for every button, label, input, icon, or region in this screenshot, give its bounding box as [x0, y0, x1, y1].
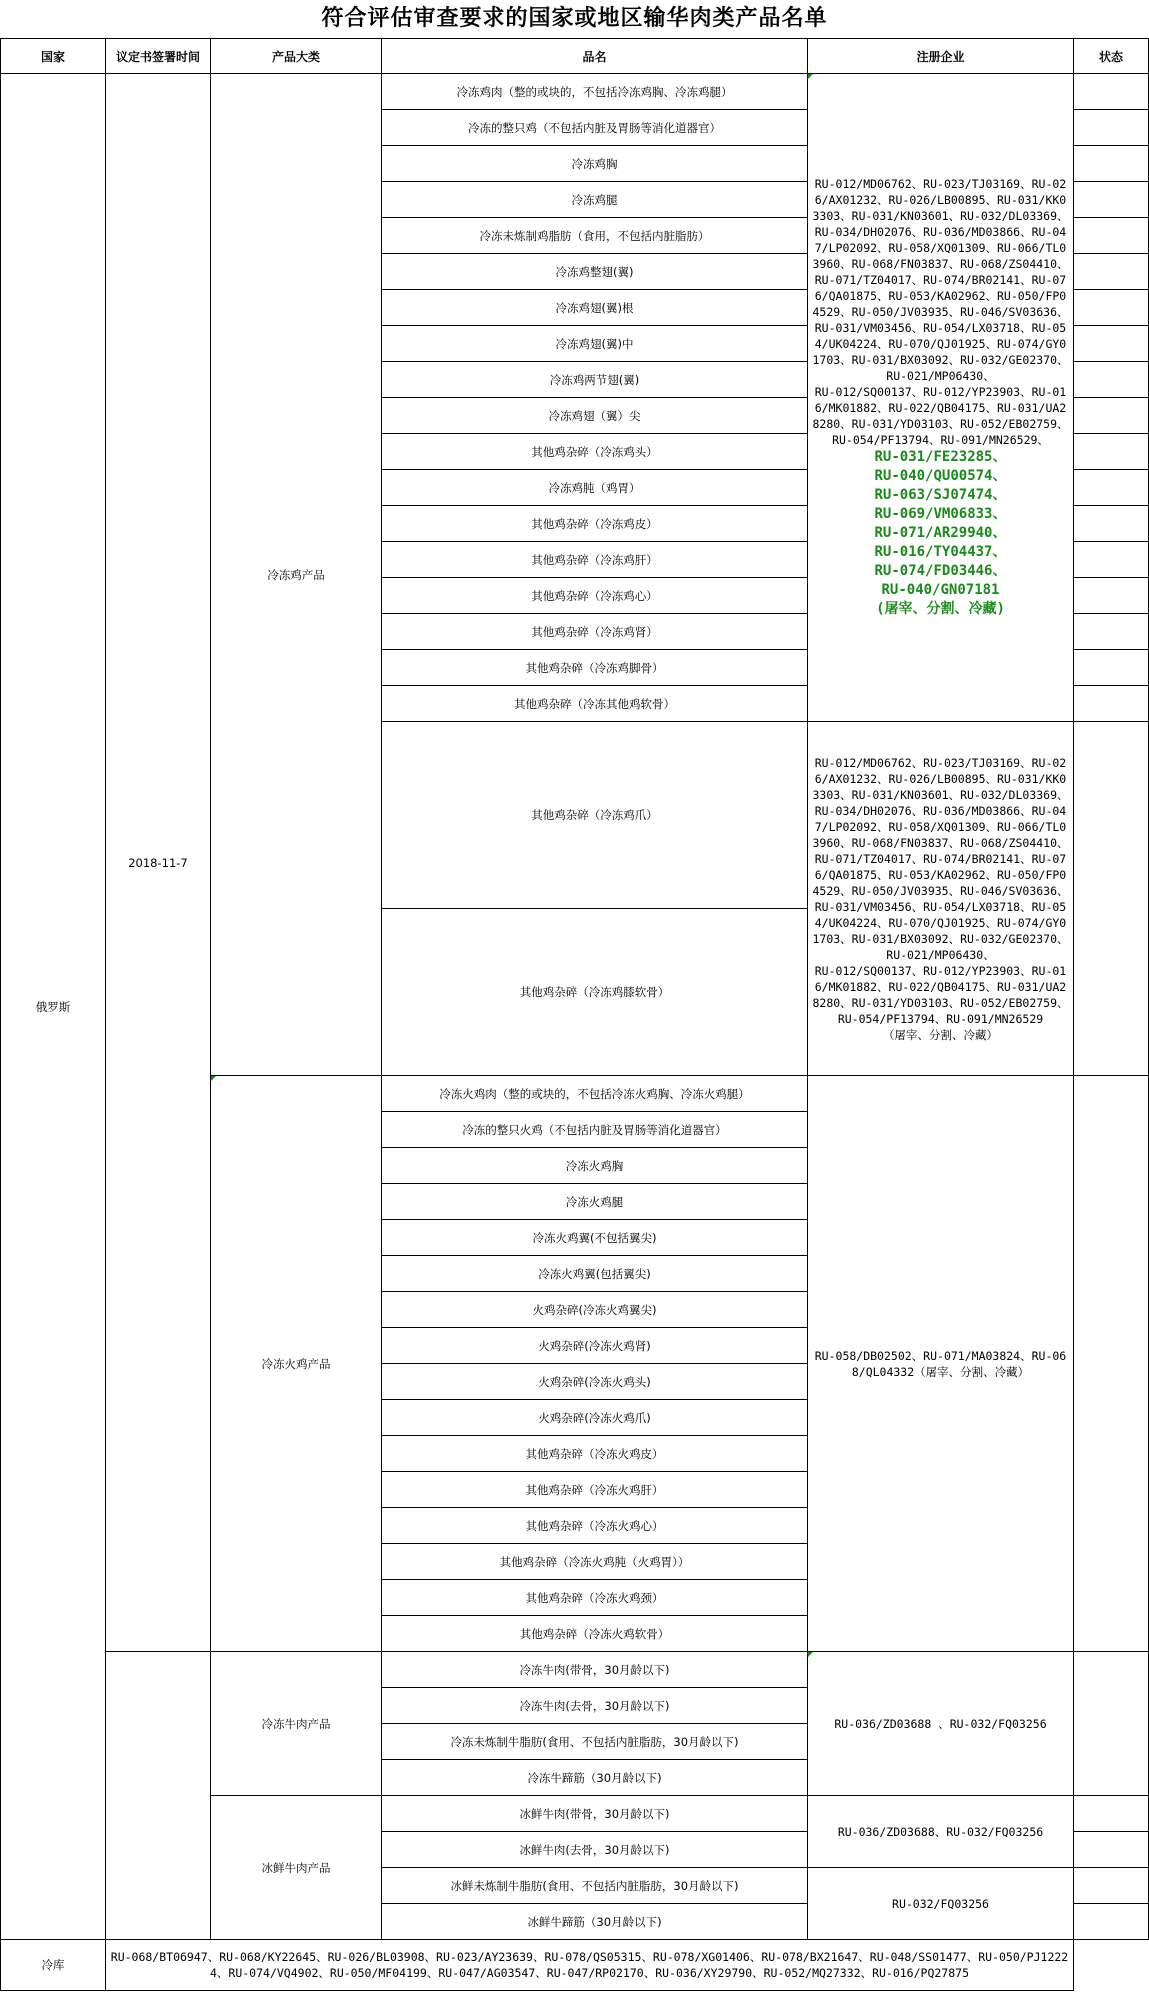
category-frozen-beef: 冷冻牛肉产品 — [211, 1652, 382, 1796]
status-cell — [1074, 1832, 1149, 1868]
status-cell — [1074, 362, 1149, 398]
product-name: 冷冻鸡腿 — [382, 182, 808, 218]
product-name: 冷冻的整只鸡（不包括内脏及胃肠等消化道器官） — [382, 110, 808, 146]
product-name: 冷冻火鸡腿 — [382, 1184, 808, 1220]
product-name: 冰鲜牛肉(去骨，30月龄以下) — [382, 1832, 808, 1868]
country-cell: 俄罗斯 — [1, 74, 106, 1940]
enterprise-text: RU-036/ZD03688、RU-032/FQ03256 — [837, 1824, 1044, 1839]
product-name: 冰鲜牛蹄筋（30月龄以下) — [382, 1904, 808, 1940]
product-name: 冷冻鸡翅(翼)根 — [382, 290, 808, 326]
product-name: 冷冻火鸡肉（整的或块的，不包括冷冻火鸡胸、冷冻火鸡腿） — [382, 1076, 808, 1112]
enterprise-turkey — [808, 1076, 1074, 1652]
enterprise-green-text: RU-040/GN07181 — [881, 582, 1000, 598]
product-name: 冷冻鸡翅（翼）尖 — [382, 398, 808, 434]
enterprise-green-text: RU-071/AR29940、 — [874, 525, 1007, 541]
status-cell — [1074, 686, 1149, 722]
date-cell-beef — [106, 1652, 211, 1940]
enterprise-text: RU-036/ZD03688 、RU-032/FQ03256 — [834, 1716, 1047, 1731]
status-cell — [1074, 218, 1149, 254]
product-name: 其他鸡杂碎（冷冻鸡肝） — [382, 542, 808, 578]
product-name: 其他鸡杂碎（冷冻火鸡肝） — [382, 1472, 808, 1508]
enterprise-green-text: RU-016/TY04437、 — [874, 544, 1007, 560]
enterprise-fresh-beef-a — [808, 1796, 1074, 1868]
status-cell — [1074, 1868, 1149, 1904]
header-category: 产品大类 — [211, 39, 382, 74]
enterprise-green-text: RU-069/VM06833、 — [874, 506, 1007, 522]
product-name: 其他鸡杂碎（冷冻鸡心） — [382, 578, 808, 614]
enterprise-chicken — [808, 74, 1074, 722]
date-cell: 2018-11-7 — [106, 74, 211, 1652]
product-name: 冷冻火鸡翼(包括翼尖) — [382, 1256, 808, 1292]
enterprise-text: RU-012/SQ00137、RU-012/YP23903、RU-016/MK01882、RU-022/QB04175、RU-031/UA28280、RU-031/YD03103、RU-052/EB02759、RU-054/PF13794、RU-091/MN26529 — [812, 963, 1069, 1026]
header-country: 国家 — [1, 39, 106, 74]
status-cell — [1074, 650, 1149, 686]
status-cell — [1074, 542, 1149, 578]
product-name: 其他鸡杂碎（冷冻火鸡软骨） — [382, 1616, 808, 1652]
product-name: 冷冻鸡整翅(翼) — [382, 254, 808, 290]
status-cell — [1074, 254, 1149, 290]
product-name: 冷冻鸡肫（鸡胃） — [382, 470, 808, 506]
status-cell — [1074, 326, 1149, 362]
category-fresh-beef: 冰鲜牛肉产品 — [211, 1796, 382, 1940]
product-name: 冰鲜未炼制牛脂肪(食用、不包括内脏脂肪，30月龄以下) — [382, 1868, 808, 1904]
enterprise-fresh-beef-b — [808, 1868, 1074, 1940]
table-row — [1, 1940, 1149, 1991]
enterprise-text: RU-012/MD06762、RU-023/TJ03169、RU-026/AX01232、RU-026/LB00895、RU-031/KK03303、RU-031/KN03601、RU-032/DL03369、RU-034/DH02076、RU-036/MD03866、RU-047/LP02092、RU-058/XQ01309、RU-066/TL03960、RU-068/FN03837、RU-068/ZS04410、RU-071/TZ04017、RU-074/BR02141、RU-076/QA01875、RU-053/KA02962、RU-050/FP04529、RU-050/JV03935、RU-046/SV03636、RU-031/VM03456、RU-054/LX03718、RU-054/UK04224、RU-070/QJ01925、RU-074/GY01703、RU-031/BX03092、RU-032/GE02370、RU-021/MP06430、 — [812, 177, 1069, 383]
status-cell — [1074, 1904, 1149, 1940]
product-name: 其他鸡杂碎（冷冻火鸡心） — [382, 1508, 808, 1544]
product-name: 其他鸡杂碎（冷冻鸡爪） — [382, 722, 808, 909]
enterprise-green-text: RU-040/QU00574、 — [874, 468, 1007, 484]
status-cell — [1074, 506, 1149, 542]
enterprise-text: （屠宰、分割、冷藏） — [883, 1027, 998, 1042]
product-name: 冷冻鸡胸 — [382, 146, 808, 182]
status-cell — [1074, 182, 1149, 218]
cold-storage-enterprises: RU-068/BT06947、RU-068/KY22645、RU-026/BL03908、RU-023/AY23639、RU-078/QS05315、RU-078/XG01406、RU-078/BX21647、RU-048/SS01477、RU-050/PJ12224、RU-074/VQ4902、RU-050/MF04199、RU-047/AG03547、RU-047/RP02170、RU-036/XY29790、RU-052/MQ27332、RU-016/PQ27875 — [106, 1940, 1074, 1991]
enterprise-text: RU-032/FQ03256 — [892, 1896, 989, 1911]
header-enterprise: 注册企业 — [808, 39, 1074, 74]
enterprise-green-text: RU-063/SJ07474、 — [874, 487, 1007, 503]
header-row — [1, 39, 1149, 74]
status-cell — [1074, 146, 1149, 182]
table-row — [1, 1652, 1149, 1688]
enterprise-green-text: RU-074/FD03446、 — [874, 563, 1007, 579]
product-name: 其他鸡杂碎（冷冻火鸡皮） — [382, 1436, 808, 1472]
status-cell — [1074, 434, 1149, 470]
product-name: 其他鸡杂碎（冷冻鸡头） — [382, 434, 808, 470]
product-name: 其他鸡杂碎（冷冻火鸡肫（火鸡胃）） — [382, 1544, 808, 1580]
product-name: 其他鸡杂碎（冷冻鸡皮） — [382, 506, 808, 542]
header-status: 状态 — [1074, 39, 1149, 74]
product-name: 其他鸡杂碎（冷冻鸡肾） — [382, 614, 808, 650]
product-name: 火鸡杂碎(冷冻火鸡头) — [382, 1364, 808, 1400]
enterprise-green-text: (屠宰、分割、冷藏) — [876, 601, 1005, 617]
status-cell — [1074, 1652, 1149, 1796]
status-cell — [1074, 1076, 1149, 1652]
enterprise-frozen-beef — [808, 1652, 1074, 1796]
enterprise-text: RU-012/MD06762、RU-023/TJ03169、RU-026/AX01232、RU-026/LB00895、RU-031/KK03303、RU-031/KN03601、RU-032/DL03369、RU-034/DH02076、RU-036/MD03866、RU-047/LP02092、RU-058/XQ01309、RU-066/TL03960、RU-068/FN03837、RU-068/ZS04410、RU-071/TZ04017、RU-074/BR02141、RU-076/QA01875、RU-053/KA02962、RU-050/FP04529、RU-050/JV03935、RU-046/SV03636、RU-031/VM03456、RU-054/LX03718、RU-054/UK04224、RU-070/QJ01925、RU-074/GY01703、RU-031/BX03092、RU-032/GE02370、RU-021/MP06430、 — [812, 755, 1069, 962]
status-cell — [1074, 578, 1149, 614]
product-name: 其他鸡杂碎（冷冻鸡脚骨） — [382, 650, 808, 686]
status-cell — [1074, 398, 1149, 434]
product-name: 火鸡杂碎(冷冻火鸡翼尖) — [382, 1292, 808, 1328]
product-name: 冰鲜牛肉(带骨，30月龄以下) — [382, 1796, 808, 1832]
status-cell — [1074, 110, 1149, 146]
product-name: 其他鸡杂碎（冷冻其他鸡软骨） — [382, 686, 808, 722]
page-title: 符合评估审查要求的国家或地区输华肉类产品名单 — [321, 6, 828, 31]
status-cell — [1074, 722, 1149, 1076]
product-name: 冷冻未炼制牛脂肪(食用、不包括内脏脂肪，30月龄以下) — [382, 1724, 808, 1760]
enterprise-text: RU-012/SQ00137、RU-012/YP23903、RU-016/MK01882、RU-022/QB04175、RU-031/UA28280、RU-031/YD03103、RU-052/EB02759、RU-054/PF13794、RU-091/MN26529、 — [812, 385, 1069, 447]
meat-products-table — [0, 38, 1149, 1991]
product-name: 火鸡杂碎(冷冻火鸡肾) — [382, 1328, 808, 1364]
table-row — [1, 74, 1149, 110]
cold-storage-label: 冷库 — [1, 1940, 106, 1991]
enterprise-green-text: RU-031/FE23285、 — [874, 449, 1007, 465]
product-name: 冷冻的整只火鸡（不包括内脏及胃肠等消化道器官） — [382, 1112, 808, 1148]
product-name: 其他鸡杂碎（冷冻火鸡颈） — [382, 1580, 808, 1616]
status-cell — [1074, 74, 1149, 110]
header-product: 品名 — [382, 39, 808, 74]
status-cell — [1074, 290, 1149, 326]
status-cell — [1074, 1796, 1149, 1832]
enterprise-chicken-sub — [808, 722, 1074, 1076]
product-name: 冷冻火鸡翼(不包括翼尖) — [382, 1220, 808, 1256]
header-date: 议定书签署时间 — [106, 39, 211, 74]
product-name: 冷冻鸡两节翅(翼) — [382, 362, 808, 398]
enterprise-text: RU-058/DB02502、RU-071/MA03824、RU-068/QL04332（屠宰、分割、冷藏） — [814, 1348, 1067, 1379]
status-cell — [1074, 614, 1149, 650]
product-name: 冷冻牛蹄筋（30月龄以下) — [382, 1760, 808, 1796]
product-name: 冷冻鸡翅(翼)中 — [382, 326, 808, 362]
product-name: 冷冻火鸡胸 — [382, 1148, 808, 1184]
category-turkey: 冷冻火鸡产品 — [211, 1076, 382, 1652]
product-name: 冷冻牛肉(带骨，30月龄以下) — [382, 1652, 808, 1688]
product-name: 火鸡杂碎(冷冻火鸡爪) — [382, 1400, 808, 1436]
product-name: 其他鸡杂碎（冷冻鸡膝软骨） — [382, 909, 808, 1076]
category-chicken: 冷冻鸡产品 — [211, 74, 382, 1076]
product-name: 冷冻未炼制鸡脂肪（食用，不包括内脏脂肪） — [382, 218, 808, 254]
status-cell — [1074, 470, 1149, 506]
product-name: 冷冻鸡肉（整的或块的，不包括冷冻鸡胸、冷冻鸡腿） — [382, 74, 808, 110]
product-name: 冷冻牛肉(去骨，30月龄以下) — [382, 1688, 808, 1724]
